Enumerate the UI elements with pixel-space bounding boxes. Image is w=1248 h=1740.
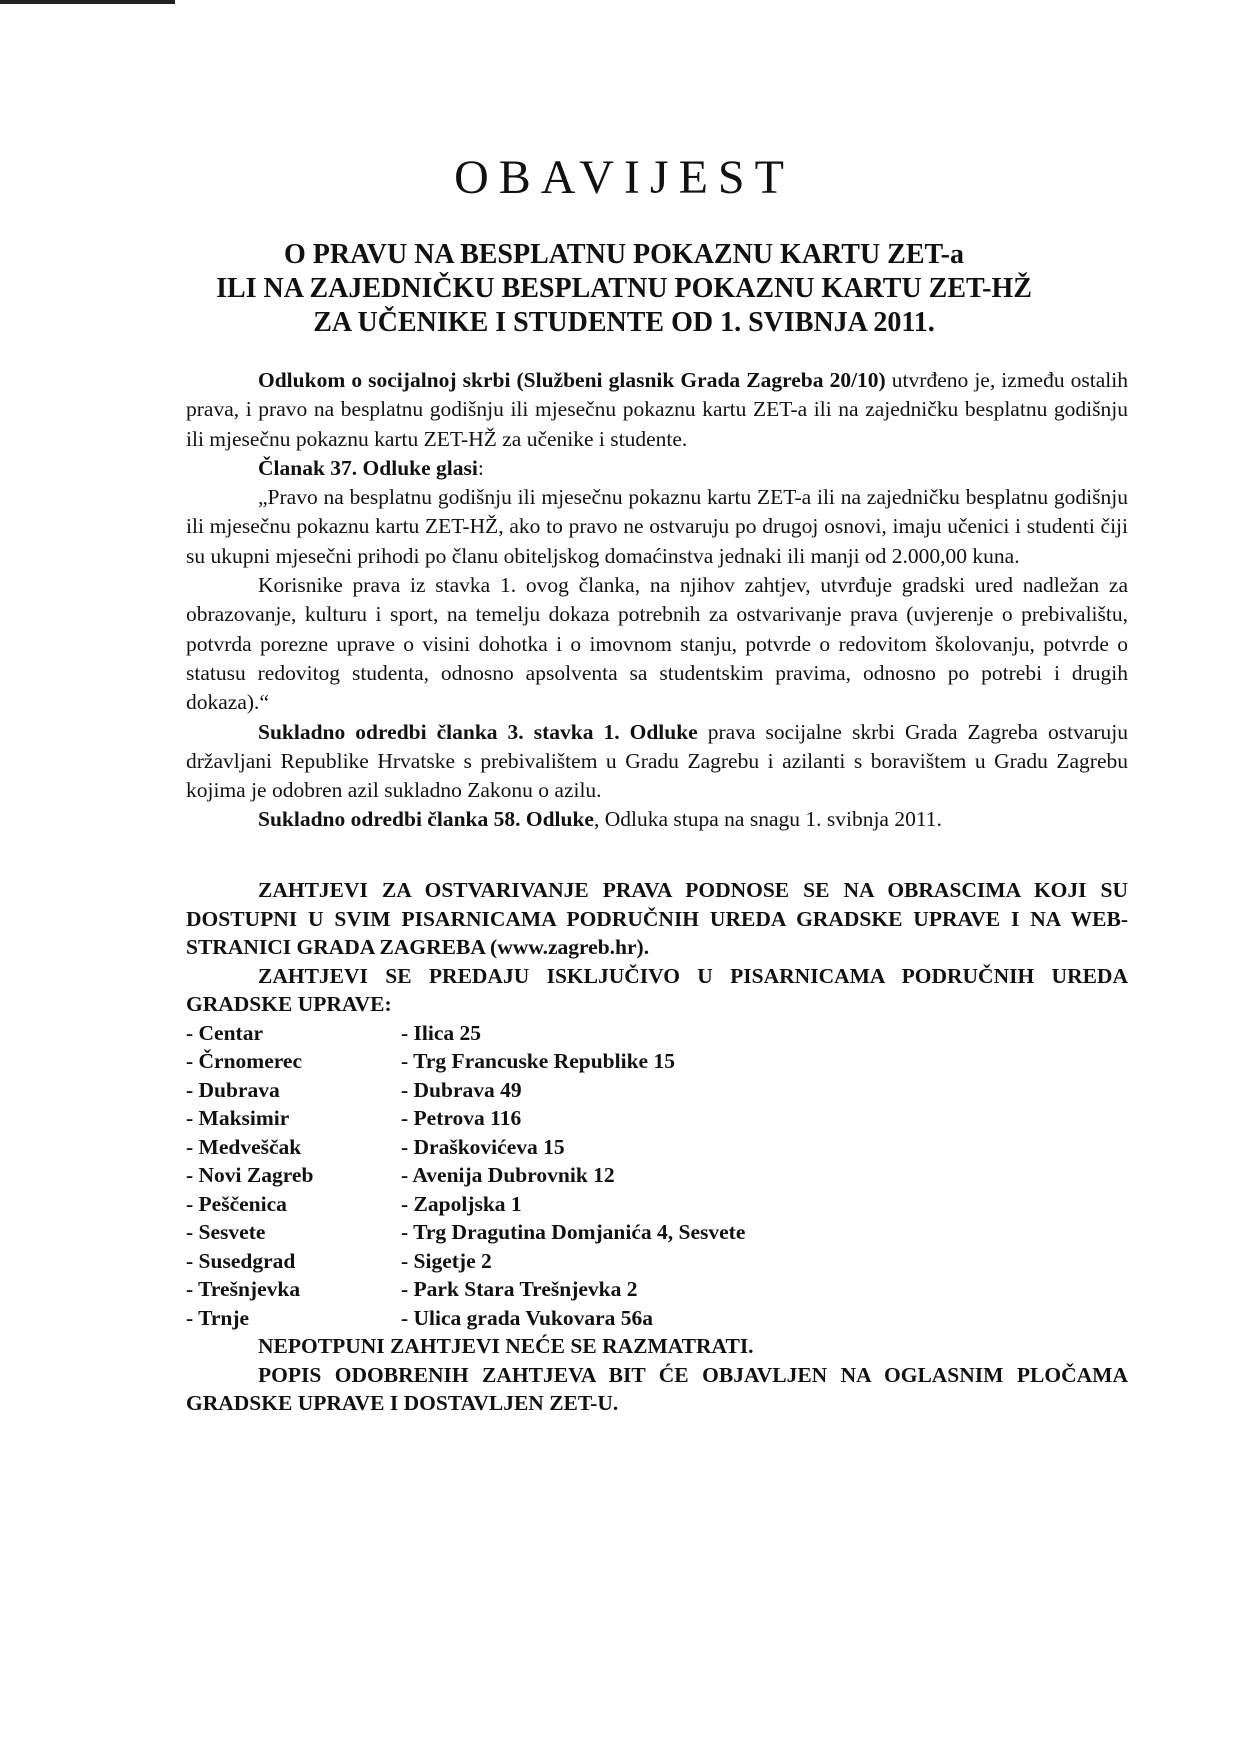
office-row	[186, 1133, 1128, 1162]
office-district: - Dubrava	[186, 1077, 280, 1102]
office-row	[186, 1247, 1128, 1276]
article-heading	[186, 454, 1128, 483]
publication-note: POPIS ODOBRENIH ZAHTJEVA BIT ĆE OBJAVLJEN NA OGLASNIM PLOČAMA GRADSKE UPRAVE I DOSTAVLJEN ZET-U.	[186, 1362, 1128, 1415]
office-row	[186, 1161, 1128, 1190]
subtitle-line: ZA UČENIKE I STUDENTE OD 1. SVIBNJA 2011.	[313, 307, 935, 338]
office-list	[186, 1019, 1128, 1333]
office-district: - Maksimir	[186, 1106, 290, 1130]
article-paragraph: „Pravo na besplatnu godišnju ili mjesečnu pokaznu kartu ZET-a ili na zajedničku besplatnu godišnju ili mjesečnu pokaznu kartu ZET-HŽ, ako to pravo ne ostvaruju po drugoj osnovi, imaju učenici i studenti čiji su ukupni mjesečni prihodi po članu obiteljskog domaćinstva jednaki ili manji od 2.000,00 kuna.	[186, 485, 1128, 568]
office-district: - Trnje	[186, 1305, 250, 1330]
office-row	[186, 1076, 1128, 1105]
office-address: - Draškovićeva 15	[401, 1134, 565, 1159]
document-title: OBAVIJEST	[454, 151, 794, 204]
office-address: - Sigetje 2	[401, 1248, 492, 1273]
office-address: - Trg Dragutina Domjanića 4, Sesvete	[401, 1220, 746, 1244]
provision-58-bold: Sukladno odredbi članka 58. Odluke	[258, 807, 594, 832]
intro-paragraph	[186, 366, 1128, 454]
office-row	[186, 1275, 1128, 1304]
office-address: - Ilica 25	[401, 1020, 482, 1045]
office-district: - Peščenica	[186, 1191, 287, 1216]
office-address: - Petrova 116	[401, 1106, 522, 1130]
document-body	[186, 366, 1128, 835]
office-address: - Ulica grada Vukovara 56a	[401, 1305, 654, 1330]
office-district: - Centar	[186, 1020, 264, 1045]
provision-article-58	[186, 805, 1128, 834]
office-district: - Medveščak	[186, 1134, 302, 1159]
office-district: - Črnomerec	[186, 1049, 303, 1073]
office-address: - Zapoljska 1	[401, 1191, 522, 1216]
submission-note: ZAHTJEVI SE PREDAJU ISKLJUČIVO U PISARNICAMA PODRUČNIH UREDA GRADSKE UPRAVE:	[186, 963, 1128, 1016]
office-row	[186, 1104, 1128, 1133]
office-district: - Trešnjevka	[186, 1277, 301, 1301]
article-heading-suffix: :	[477, 455, 484, 480]
provision-3-bold: Sukladno odredbi članka 3. stavka 1. Odluke	[258, 719, 698, 744]
office-row	[186, 1190, 1128, 1219]
provision-3-text: prava socijalne skrbi Grada Zagreba ostvaruju državljani Republike Hrvatske s prebivalištem u Gradu Zagrebu i azilanti s boravištem u Gradu Zagrebu kojima je odobren azil sukladno Zakonu o azilu.	[186, 719, 1129, 803]
provision-58-text: , Odluka stupa na snagu 1. svibnja 2011.	[593, 807, 942, 832]
applications-note: ZAHTJEVI ZA OSTVARIVANJE PRAVA PODNOSE SE NA OBRASCIMA KOJI SU DOSTUPNI U SVIM PISARNICAMA PODRUČNIH UREDA GRADSKE UPRAVE I NA WEB-STRANICI GRADA ZAGREBA (www.zagreb.hr).	[186, 878, 1128, 959]
office-address: - Trg Francuske Republike 15	[401, 1049, 675, 1073]
office-row	[186, 1047, 1128, 1076]
document-subtitle	[0, 238, 1248, 340]
article-heading-text: Članak 37. Odluke glasi	[258, 455, 478, 480]
office-row	[186, 1304, 1128, 1333]
office-row	[186, 1019, 1128, 1048]
office-district: - Susedgrad	[186, 1248, 296, 1273]
provision-article-3	[186, 718, 1128, 806]
scan-edge-mark	[0, 0, 175, 4]
applications-section	[186, 876, 1128, 1418]
closing-notes	[186, 1332, 1128, 1418]
subtitle-line: ILI NA ZAJEDNIČKU BESPLATNU POKAZNU KARTU ZET-HŽ	[216, 273, 1032, 304]
subtitle-line: O PRAVU NA BESPLATNU POKAZNU KARTU ZET-a	[284, 239, 964, 270]
office-row	[186, 1218, 1128, 1247]
intro-bold: Odlukom o socijalnoj skrbi (Službeni glasnik Grada Zagreba 20/10)	[258, 368, 886, 392]
office-address: - Park Stara Trešnjevka 2	[401, 1277, 638, 1301]
office-district: - Sesvete	[186, 1220, 266, 1244]
article-paragraph: Korisnike prava iz stavka 1. ovog članka, na njihov zahtjev, utvrđuje gradski ured nadležan za obrazovanje, kulturu i sport, na temelju dokaza potrebnih za ostvarivanje prava (uvjerenje o prebivalištu, potvrda porezne uprave o visini dohotka i o imovnom stanju, potvrde o redovitom školovanju, potvrde o statusu redovitog studenta, odnosno apsolventa sa studentskim pravima, odnosno po potrebi i drugih dokaza).“	[186, 573, 1128, 715]
office-district: - Novi Zagreb	[186, 1163, 314, 1187]
intro-text: utvrđeno je, između ostalih prava, i pravo na besplatnu godišnju ili mjesečnu pokaznu kartu ZET-a ili na zajedničku besplatnu godišnju ili mjesečnu pokaznu kartu ZET-HŽ za učenike i studente.	[186, 368, 1128, 451]
incomplete-note: NEPOTPUNI ZAHTJEVI NEĆE SE RAZMATRATI.	[258, 1334, 754, 1358]
office-address: - Avenija Dubrovnik 12	[401, 1163, 615, 1187]
office-address: - Dubrava 49	[401, 1077, 522, 1102]
